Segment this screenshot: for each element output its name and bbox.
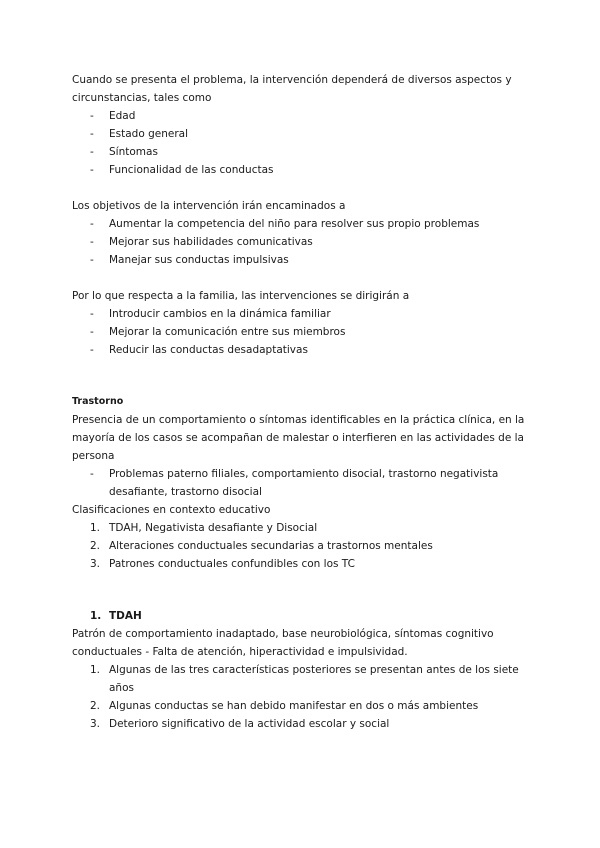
item-text: Algunas de las tres características posteriores se presentan antes de los siete años xyxy=(109,664,519,694)
list-item xyxy=(72,537,532,555)
item-text: Manejar sus conductas impulsivas xyxy=(109,254,289,266)
trastorno-paragraph: Presencia de un comportamiento o síntomas identificables en la práctica clínica, en la mayoría de los casos se acompañan de malestar o interfieren en las actividades de la persona xyxy=(72,414,525,462)
item-text: Alteraciones conductuales secundarias a trastornos mentales xyxy=(109,540,433,552)
bullet: - xyxy=(90,164,94,176)
tdah-heading xyxy=(72,607,532,625)
number: 1. xyxy=(90,522,101,534)
list-item xyxy=(72,697,532,715)
heading-text: TDAH xyxy=(109,610,142,622)
item-text: Edad xyxy=(109,110,136,122)
list-item xyxy=(72,233,532,251)
list-item xyxy=(72,661,532,697)
bullet: - xyxy=(90,236,94,248)
list-item xyxy=(72,465,532,501)
item-text: Síntomas xyxy=(109,146,158,158)
item-text: Algunas conductas se han debido manifestar en dos o más ambientes xyxy=(109,700,479,712)
item-text: Estado general xyxy=(109,128,188,140)
item-text: TDAH, Negativista desafiante y Disocial xyxy=(109,522,318,534)
item-text: Patrones conductuales confundibles con los TC xyxy=(109,558,355,570)
familia-paragraph: Por lo que respecta a la familia, las intervenciones se dirigirán a xyxy=(72,290,410,302)
list-item xyxy=(72,107,532,125)
list-item xyxy=(72,519,532,537)
item-text: Introducir cambios en la dinámica familiar xyxy=(109,308,331,320)
item-text: Problemas paterno filiales, comportamiento disocial, trastorno negativista desafiante, trastorno disocial xyxy=(109,468,499,498)
bullet: - xyxy=(90,110,94,122)
item-text: Mejorar sus habilidades comunicativas xyxy=(109,236,313,248)
item-text: Aumentar la competencia del niño para resolver sus propio problemas xyxy=(109,218,480,230)
list-item xyxy=(72,161,532,179)
number: 3. xyxy=(90,558,101,570)
list-item xyxy=(72,125,532,143)
number: 1. xyxy=(90,664,101,676)
tdah-paragraph: Patrón de comportamiento inadaptado, base neurobiológica, síntomas cognitivo conductuales - Falta de atención, hiperactividad e impulsividad. xyxy=(72,628,494,658)
item-text: Reducir las conductas desadaptativas xyxy=(109,344,308,356)
bullet: - xyxy=(90,128,94,140)
item-text: Mejorar la comunicación entre sus miembros xyxy=(109,326,346,338)
number: 1. xyxy=(90,610,102,622)
list-item xyxy=(72,323,532,341)
objetivos-paragraph: Los objetivos de la intervención irán encaminados a xyxy=(72,200,346,212)
list-item xyxy=(72,555,532,573)
bullet: - xyxy=(90,344,94,356)
list-item xyxy=(72,251,532,269)
document-page xyxy=(72,71,532,733)
list-item xyxy=(72,341,532,359)
bullet: - xyxy=(90,308,94,320)
number: 2. xyxy=(90,700,101,712)
list-item xyxy=(72,143,532,161)
number: 3. xyxy=(90,718,101,730)
bullet: - xyxy=(90,146,94,158)
bullet: - xyxy=(90,218,94,230)
list-item xyxy=(72,305,532,323)
item-text: Funcionalidad de las conductas xyxy=(109,164,274,176)
number: 2. xyxy=(90,540,101,552)
intro-paragraph: Cuando se presenta el problema, la intervención dependerá de diversos aspectos y circunstancias, tales como xyxy=(72,74,512,104)
bullet: - xyxy=(90,254,94,266)
bullet: - xyxy=(90,468,94,480)
bullet: - xyxy=(90,326,94,338)
list-item xyxy=(72,215,532,233)
clasificaciones-label: Clasificaciones en contexto educativo xyxy=(72,504,271,516)
list-item xyxy=(72,715,532,733)
trastorno-heading: Trastorno xyxy=(72,396,124,407)
item-text: Deterioro significativo de la actividad escolar y social xyxy=(109,718,390,730)
